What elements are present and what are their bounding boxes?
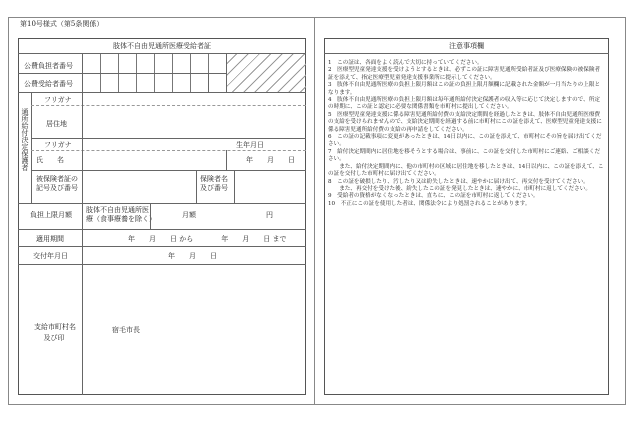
burden-limit-label: 負担上限月額 [30,211,72,219]
note-item: 7 給付決定期間内に居住地を移そうとする場合は、事前に、この証を交付した市町村にご連絡、ご相談ください。 [328,148,601,163]
note-item: 2 医療型児童発達支援を受けようとするときは、必ずこの証に障害児通所受給者証及び医療保険の被保険者証を添えて、指定医療型児童発達支援事業所に提示してください。 [328,67,601,81]
monthly-label: 月額 [182,211,196,219]
divider [31,150,306,151]
yen-label: 円 [266,211,273,219]
recipient-number-cells [82,74,208,92]
divider [18,229,306,230]
note-item: 9 受給者の資格がなくなったときは、直ちに、この証を市町村に返してください。 [328,193,539,200]
period-value: 年 月 日 から 年 月 日 まで [128,235,287,243]
medical-fee-label: 肢体不自由児通所医 療（食事療養を除く） [86,206,156,223]
note-item: 5 医療型児童発達支援に係る障害児通所給付費の支給決定期間を経過したときは、肢体不自由児通所医療費の支給を受けられませんので、支給決定期間を経過する前に市町村にこの証を添えて、医療型児童発達支援に係る障害児通所給付費の支給の再申請をしてください。 [328,111,602,133]
note-item: 8 この証を破損したり、汚したり又は紛失したときは、速やかに届け出て、再交付を受けてください。 [328,178,589,185]
municipality-value: 宿毛市長 [112,326,140,334]
divider [324,53,609,54]
issue-date-value: 年 月 日 [168,252,217,260]
divider [31,138,306,139]
divider [226,150,227,170]
form-number: 第10号様式（第5条関係） [20,20,104,28]
note-item: 3 肢体不自由児通所医療の負担上限月額はこの証の負担上限月額欄に記載された金額が一月当たりの上限となります。 [328,82,601,96]
divider [82,170,83,203]
divider [18,203,306,204]
divider [18,246,306,247]
notes-list [328,60,605,208]
furigana-label-1: フリガナ [44,96,72,104]
note-item: 10 不正にこの証を使用した者は、関係法令により処罰されることがあります。 [328,200,531,207]
payer-number-cells [82,54,226,73]
notes-title: 注意事項欄 [449,42,484,50]
note-item: また、再交付を受けた後、紛失したこの証を発見したときは、速やかに、市町村に返してください。 [328,185,591,192]
divider [18,92,306,93]
address-label: 居住地 [46,120,67,128]
municipality-label: 支給市町村名 及び印 [34,323,76,342]
note-item: また、給付決定期間内に、他の市町村の区域に居住地を移したときは、14日以内に、この証を添えて、この証を交付した市町村に届け出てください。 [328,163,604,178]
divider [226,54,227,92]
guardian-label: 通所給付決定保護者 [21,108,29,171]
note-item: 6 この証の記載事項に変更があったときは、14日以内に、この証を添えて、市町村にその旨を届け出てください。 [328,134,602,148]
issue-date-label: 交付年月日 [33,252,68,260]
divider [31,92,32,203]
birthdate-label: 生年月日 [236,141,264,149]
note-item: 4 肢体不自由児通所医療の負担上限月額は毎年通所給付決定保護者の収入等に応じて決定しますので、所定の時期に、この証と認定に必要な関係書類を市町村に提出してください。 [328,97,600,111]
divider [234,170,235,203]
divider [208,74,209,92]
divider [18,264,306,265]
hatched-area [226,54,306,92]
divider [31,170,306,171]
page-fold-divider [314,17,315,405]
divider [82,93,83,170]
recipient-number-label: 公費受給者番号 [24,80,73,88]
divider [150,203,151,229]
birthdate-value: 年 月 日 [246,156,295,164]
divider [82,264,83,395]
note-item: 1 この証は、各面をよく読んで大切に持っていてください。 [328,60,483,66]
divider [196,170,197,203]
divider [82,203,83,229]
insurer-name-label: 保険者名 及び番号 [200,175,228,192]
insurance-card-label: 被保険者証の 記号及び番号 [36,175,78,192]
furigana-label-2: フリガナ [44,141,72,149]
divider [31,105,306,106]
payer-number-label: 公費負担者番号 [24,62,73,70]
name-label: 氏 名 [36,156,64,164]
period-label: 適用期間 [36,235,64,243]
certificate-title: 肢体不自由児通所医療受給者証 [113,42,211,50]
